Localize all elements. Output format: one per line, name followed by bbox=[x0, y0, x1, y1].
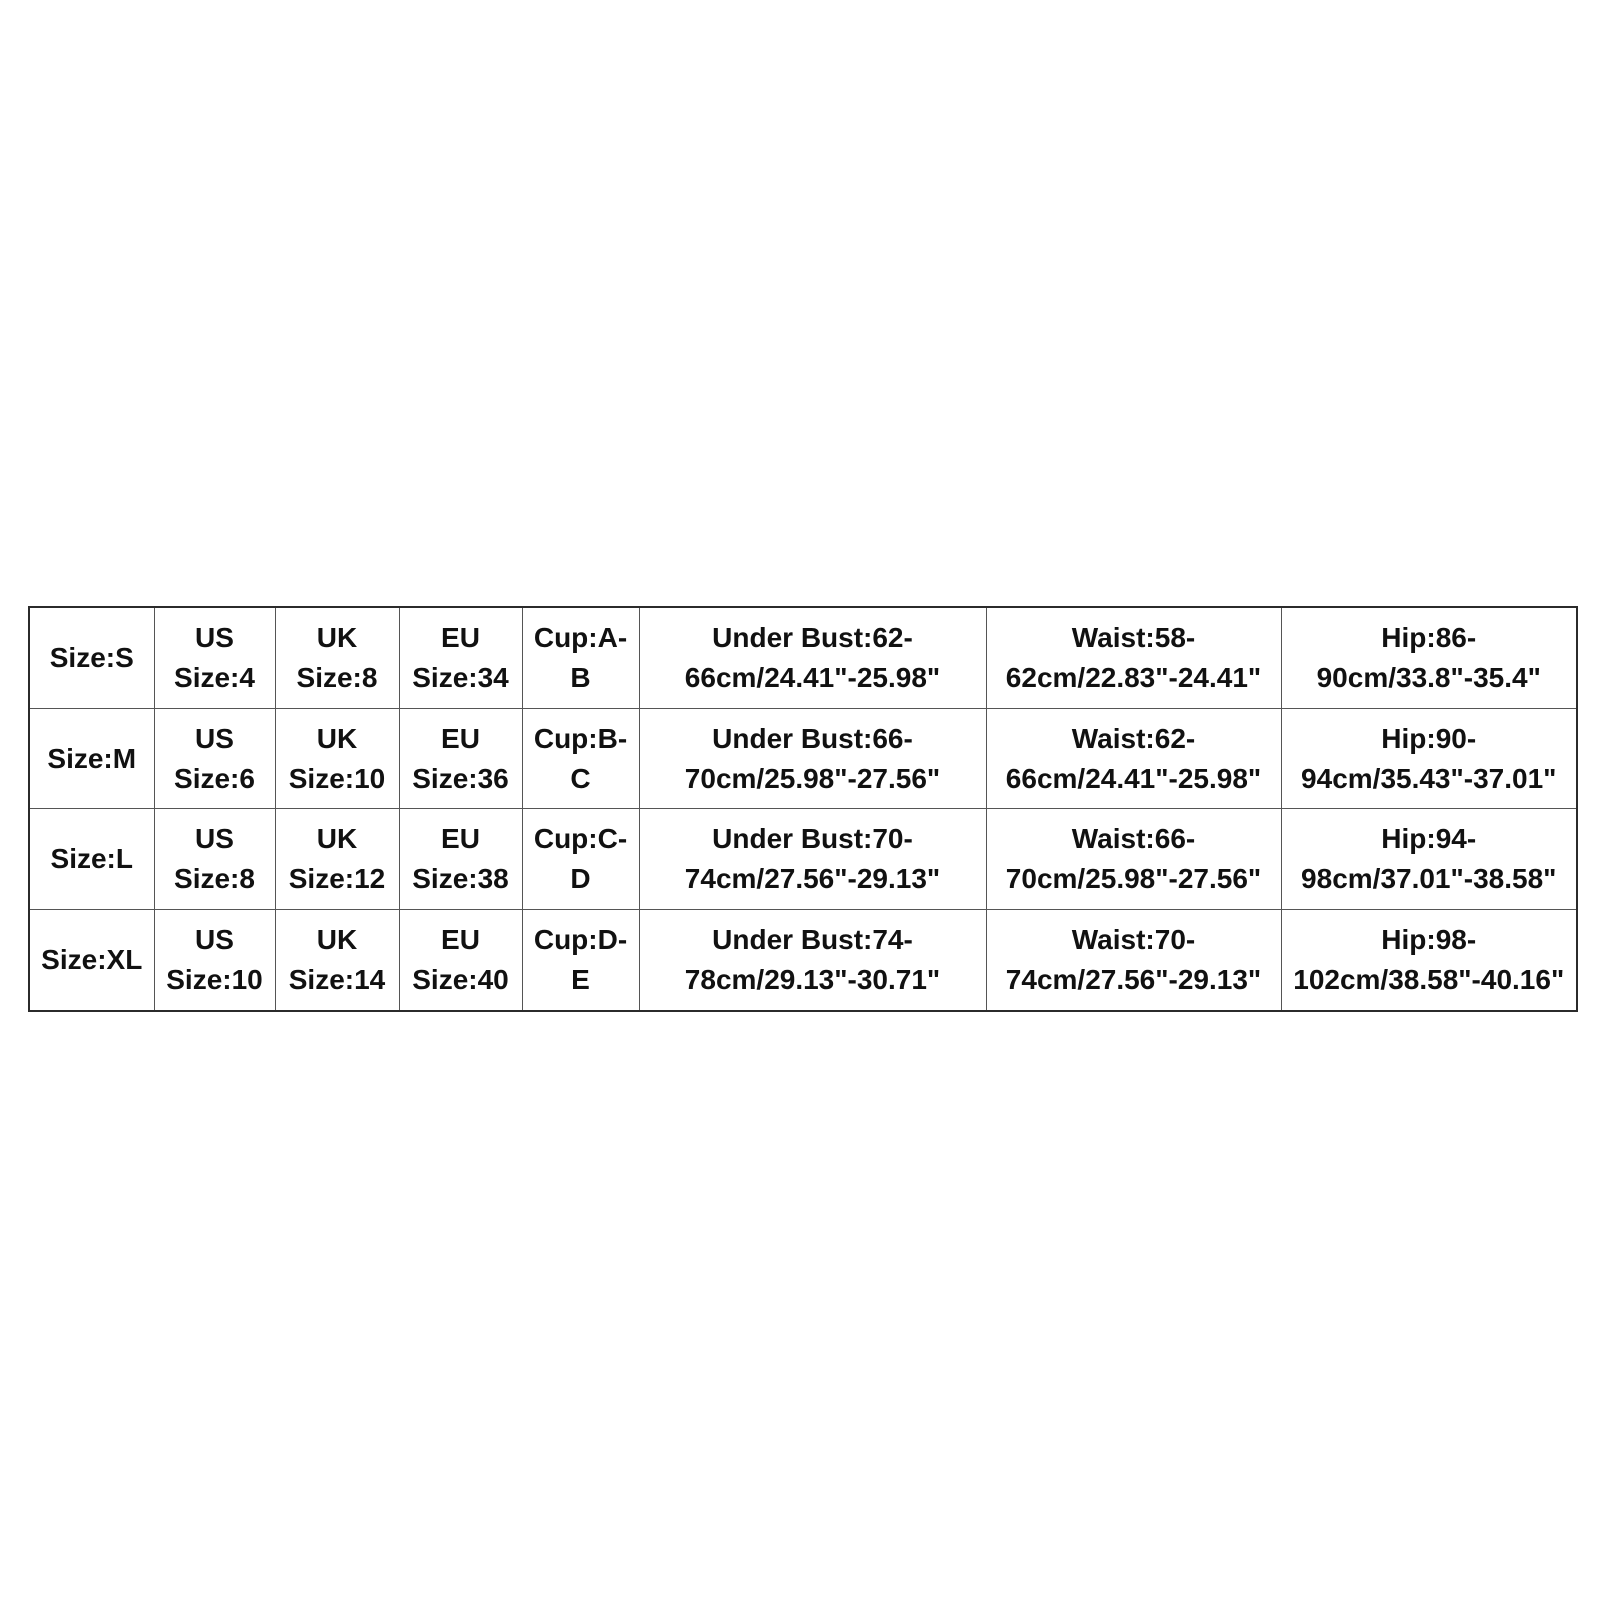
cup-cell: Cup:B- C bbox=[522, 708, 639, 809]
uk-size-cell: UK Size:14 bbox=[275, 910, 399, 1011]
size-row-l bbox=[29, 809, 1577, 910]
eu-size-cell: EU Size:36 bbox=[399, 708, 522, 809]
us-size-cell: US Size:8 bbox=[154, 809, 275, 910]
waist-cell: Waist:70- 74cm/27.56"-29.13" bbox=[986, 910, 1281, 1011]
cup-cell: Cup:C- D bbox=[522, 809, 639, 910]
under-bust-cell: Under Bust:66- 70cm/25.98"-27.56" bbox=[639, 708, 986, 809]
waist-cell: Waist:62- 66cm/24.41"-25.98" bbox=[986, 708, 1281, 809]
uk-size-cell: UK Size:12 bbox=[275, 809, 399, 910]
hip-cell: Hip:86- 90cm/33.8"-35.4" bbox=[1281, 607, 1577, 708]
size-chart-table bbox=[28, 606, 1578, 1012]
us-size-cell: US Size:4 bbox=[154, 607, 275, 708]
us-size-cell: US Size:6 bbox=[154, 708, 275, 809]
waist-cell: Waist:58- 62cm/22.83"-24.41" bbox=[986, 607, 1281, 708]
size-cell: Size:S bbox=[29, 607, 154, 708]
us-size-cell: US Size:10 bbox=[154, 910, 275, 1011]
hip-cell: Hip:90- 94cm/35.43"-37.01" bbox=[1281, 708, 1577, 809]
size-cell: Size:XL bbox=[29, 910, 154, 1011]
cup-cell: Cup:D- E bbox=[522, 910, 639, 1011]
waist-cell: Waist:66- 70cm/25.98"-27.56" bbox=[986, 809, 1281, 910]
hip-cell: Hip:98- 102cm/38.58"-40.16" bbox=[1281, 910, 1577, 1011]
eu-size-cell: EU Size:40 bbox=[399, 910, 522, 1011]
under-bust-cell: Under Bust:62- 66cm/24.41"-25.98" bbox=[639, 607, 986, 708]
size-cell: Size:L bbox=[29, 809, 154, 910]
uk-size-cell: UK Size:10 bbox=[275, 708, 399, 809]
size-row-xl bbox=[29, 910, 1577, 1011]
under-bust-cell: Under Bust:74- 78cm/29.13"-30.71" bbox=[639, 910, 986, 1011]
hip-cell: Hip:94- 98cm/37.01"-38.58" bbox=[1281, 809, 1577, 910]
under-bust-cell: Under Bust:70- 74cm/27.56"-29.13" bbox=[639, 809, 986, 910]
uk-size-cell: UK Size:8 bbox=[275, 607, 399, 708]
eu-size-cell: EU Size:38 bbox=[399, 809, 522, 910]
size-row-m bbox=[29, 708, 1577, 809]
size-row-s bbox=[29, 607, 1577, 708]
eu-size-cell: EU Size:34 bbox=[399, 607, 522, 708]
size-cell: Size:M bbox=[29, 708, 154, 809]
cup-cell: Cup:A- B bbox=[522, 607, 639, 708]
